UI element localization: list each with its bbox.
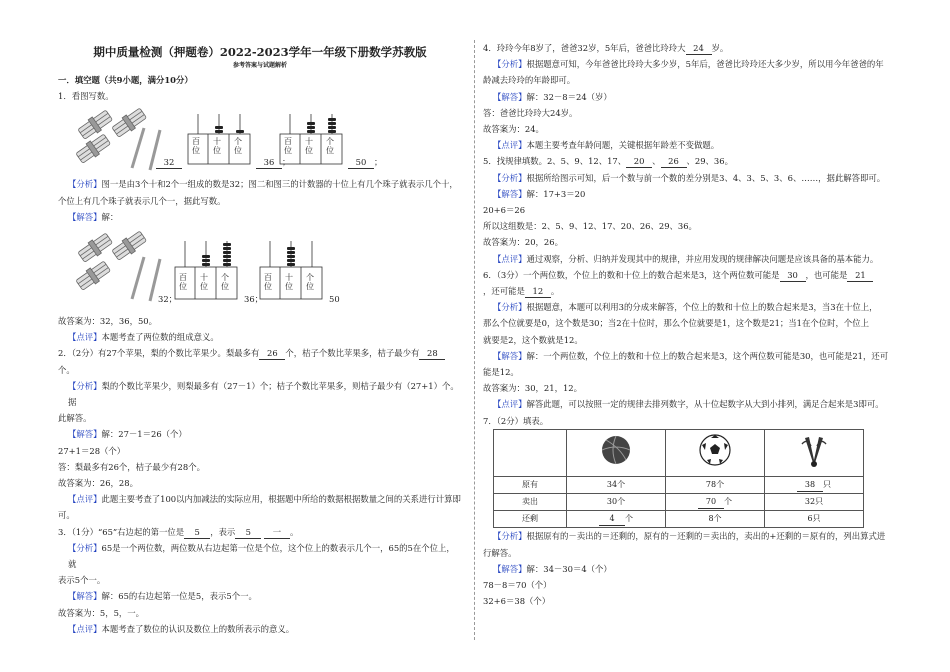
q6-fenxi-2: 那么个位就要是0，这个数是30；当2在十位时，那么个位就要是1，这个数是21；当1在个位时，个位上 (483, 318, 869, 329)
q7-table-basketball-cell (567, 429, 666, 476)
q5-dianping: 通过观察，分析、归纳并发现其中的规律，并应用发现的规律解决问题是应该具备的基本能力。 (526, 253, 879, 264)
q7-table-header-row (494, 429, 864, 476)
q2-fenxi-2: 此解答。 (58, 413, 92, 424)
q7-jieda-2: 78－8＝70（个） (483, 580, 552, 591)
abacus-1-label-hundreds: 百 位 (192, 137, 200, 156)
q6-stem: 6．（3分）一个两位数，个位上的数和十位上的数合起来是3，这个两位数可能是 30 ，也可能是 21 (483, 267, 893, 283)
q3-fenxi-2: 表示5个一。 (58, 575, 106, 586)
q3-blank-3: 一 (264, 526, 290, 539)
abacus-sol-1-label-hundreds: 百 位 (179, 273, 187, 292)
q2-fenxi-tag: 【分析】 (68, 380, 102, 391)
q7-table-row-remaining (494, 511, 864, 528)
q3-jieda: 解：65的右边起第一位是5，表示5个一。 (101, 591, 257, 602)
q1-dianping-tag: 【点评】 (68, 332, 102, 343)
abacus-2-label-hundreds: 百 位 (284, 137, 292, 156)
q5-jieda-2: 20+6＝26 (483, 205, 526, 216)
q6-answer: 故答案为：30，21，12。 (483, 383, 582, 394)
q4-fenxi-tag: 【分析】 (493, 59, 527, 70)
q3-fenxi-tag: 【分析】 (68, 542, 102, 553)
q1-jieda: 解： (101, 211, 119, 222)
section-heading: 一．填空题（共9小题，满分10分） (58, 75, 193, 85)
q6-blank-3: 12 (525, 285, 551, 298)
abacus-1-label-tens: 十 位 (213, 137, 221, 156)
q7-cell: 30个 (567, 494, 666, 511)
q6-blank-2: 21 (847, 269, 873, 282)
q7-table-row-original (494, 476, 864, 493)
q4-fenxi-1: 根据题意可知，今年爸爸比玲玲大多少岁，5年后，爸爸比玲玲还大多少岁，所以用今年爸爸的年 (526, 59, 884, 70)
q2-stem: 2．（2分）有27个苹果，梨的个数比苹果少。梨最多有 26 个，桔子个数比苹果多，桔子最少有 28个。 (58, 345, 462, 377)
q1-blank-1: 32 (156, 156, 182, 169)
q2-jieda-2: 27+1＝28（个） (58, 445, 126, 456)
q1-sol-label-1: 32； (158, 294, 178, 305)
q7-cell: 38 只 (765, 476, 864, 493)
q2-jieda-3: 答：梨最多有26个，桔子最少有28个。 (58, 461, 205, 472)
q1-solution-figure (58, 225, 462, 313)
q7-jieda-3: 32+6＝38（个） (483, 596, 551, 607)
q4-fenxi-2: 龄减去玲玲的年龄即可。 (483, 75, 576, 86)
q1-sol-label-3: 50 (329, 294, 340, 305)
page-title: 期中质量检测（押题卷）2022-2023学年一年级下册数学苏教版 (93, 45, 427, 59)
q7-jieda-1: 解：34－30＝4（个） (526, 563, 612, 574)
q7-row-label: 还剩 (494, 511, 567, 528)
q1-jieda-tag: 【解答】 (68, 211, 102, 222)
shuttlecock-icon (799, 432, 829, 468)
q7-cell: 32只 (765, 494, 864, 511)
q4-jieda-2: 答：爸爸比玲玲大24岁。 (483, 107, 578, 118)
q7-blank: 70 (698, 496, 724, 509)
q6-jieda-1: 解：一个两位数，个位上的数和十位上的数合起来是3，这个两位数可能是30，也可能是21，还可 (526, 350, 889, 361)
q5-jieda-3: 所以这组数是：2、5、9、12、17、20、26、29、36。 (483, 221, 697, 232)
q7-row-label: 卖出 (494, 494, 567, 511)
q7-fenxi-1: 根据原有的－卖出的＝还剩的，原有的－还剩的＝卖出的，卖出的+还剩的＝原有的，列出算式进 (526, 531, 886, 542)
q6-blank-1: 30 (780, 269, 806, 282)
q1-answer: 故答案为：32，36，50。 (58, 316, 157, 327)
q4-dianping: 本题主要考查年龄问题，关键根据年龄差不变做题。 (526, 140, 720, 151)
q7-blank: 38 (797, 479, 823, 492)
q4-dianping-tag: 【点评】 (493, 140, 527, 151)
q7-jieda-tag: 【解答】 (493, 563, 527, 574)
q4-answer: 故答案为：24。 (483, 124, 544, 135)
q7-fenxi-tag: 【分析】 (493, 531, 527, 542)
abacus-solution-2 (258, 237, 328, 303)
right-column (483, 40, 893, 610)
q7-cell: 34个 (567, 476, 666, 493)
q5-dianping-tag: 【点评】 (493, 253, 527, 264)
q6-jieda-2: 能是12。 (483, 367, 519, 378)
q2-blank-1: 26 (259, 347, 285, 360)
q1-blank-2: 36 (256, 156, 282, 169)
q6-dianping-tag: 【点评】 (493, 399, 527, 410)
q5-jieda-1: 解：17+3＝20 (526, 188, 586, 199)
q3-dianping-tag: 【点评】 (68, 623, 102, 634)
q3-jieda-tag: 【解答】 (68, 591, 102, 602)
abacus-sol-2-label-tens: 十 位 (285, 273, 293, 292)
left-column (58, 40, 462, 637)
q7-table-row-sold (494, 494, 864, 511)
q2-blank-2: 28 (419, 347, 445, 360)
abacus-1-label-ones: 个 位 (234, 137, 242, 156)
page-subtitle: 参考答案与试题解析 (232, 62, 287, 69)
q3-blank-2: 5 (235, 526, 261, 539)
q3-stem: 3．（1分）“65”右边起的第一位是 5 ，表示 5 一 。 (58, 526, 299, 537)
q7-cell: 6只 (765, 511, 864, 528)
q7-cell: 8个 (666, 511, 765, 528)
q7-table-corner (494, 429, 567, 476)
q3-blank-1: 5 (184, 526, 210, 539)
q7-stem: 7．（2分）填表。 (483, 415, 549, 426)
basketball-icon (600, 434, 632, 466)
q1-fenxi-2: 个位上有几个珠子就表示几个一，据此写数。 (58, 195, 226, 206)
q1-figure: 32 百 位 十 位 个 位 36 ； 百 位 十 位 个 位 50 ； (58, 104, 462, 176)
column-divider (474, 40, 475, 640)
q1-stem: 1．看图写数。 (58, 91, 114, 102)
q1-fenxi-tag: 【分析】 (68, 179, 102, 190)
abacus-2-label-ones: 个 位 (326, 137, 334, 156)
q5-fenxi: 根据所给图示可知，后一个数与前一个数的差分别是3、4、3、5、3、6、……，据此解答即可。 (526, 172, 886, 183)
q1-dianping: 本题考查了两位数的组成意义。 (101, 332, 219, 343)
q6-dianping: 解答此题，可以按照一定的规律去排列数字，从十位起数字从大到小排列，满足合起来是3即可。 (526, 399, 884, 410)
q4-stem: 4．玲玲今年8岁了，爸爸32岁，5年后，爸爸比玲玲大 24 岁。 (483, 43, 729, 53)
q3-fenxi-1: 65是一个两位数，两位数从右边起第一位是个位，这个位上的数表示几个一，65的5在个位上，就 (68, 542, 455, 570)
q2-fenxi-1: 梨的个数比苹果少，则梨最多有（27－1）个；桔子个数比苹果多，则桔子最少有（27+1）个。据 (68, 380, 459, 408)
q2-dianping-2: 可。 (58, 510, 75, 521)
q2-answer: 故答案为：26，28。 (58, 478, 138, 489)
q1-fenxi-1: 图一是由3个十和2个一组成的数是32；图二和图三的计数器的十位上有几个珠子就表示几个十， (101, 179, 458, 190)
abacus-sol-2-label-ones: 个 位 (306, 273, 314, 292)
q6-stem-2: ，还可能是 12 。 (483, 286, 560, 297)
q1-blank-3: 50 (348, 156, 374, 169)
q2-jieda-tag: 【解答】 (68, 429, 102, 440)
q3-answer: 故答案为：5，5，一。 (58, 607, 145, 618)
abacus-solution-1 (173, 237, 243, 303)
q5-answer: 故答案为：20，26。 (483, 237, 563, 248)
q6-fenxi-3: 就要是2，这个数就是12。 (483, 334, 583, 345)
q7-cell: 70 个 (666, 494, 765, 511)
q5-stem: 5．找规律填数。2、5、9、12、17、 20 、 26 、29、36。 (483, 156, 733, 167)
abacus-sol-1-label-ones: 个 位 (221, 273, 229, 292)
q7-blank: 4 (599, 513, 625, 526)
q4-jieda-1: 解：32－8＝24（岁） (526, 91, 612, 102)
q5-jieda-tag: 【解答】 (493, 188, 527, 199)
abacus-sol-2-label-hundreds: 百 位 (264, 273, 272, 292)
abacus-2-label-tens: 十 位 (305, 137, 313, 156)
q7-row-label: 原有 (494, 476, 567, 493)
q7-table (493, 429, 864, 529)
q4-jieda-tag: 【解答】 (493, 91, 527, 102)
q5-blank-2: 26 (661, 155, 687, 168)
q6-fenxi-1: 根据题意，本题可以利用3的分成来解答，个位上的数和十位上的数合起来是3，当3在十位上， (526, 302, 878, 313)
q4-blank-1: 24 (686, 42, 712, 55)
q1-sol-label-2: 36； (244, 294, 264, 305)
q2-dianping-1: 此题主要考查了100以内加减法的实际应用，根据题中所给的数据根据数量之间的关系进行计算即 (101, 494, 461, 505)
q7-fenxi-2: 行解答。 (483, 547, 517, 558)
q2-dianping-tag: 【点评】 (68, 494, 102, 505)
q7-table-shuttlecock-cell (765, 429, 864, 476)
q6-fenxi-tag: 【分析】 (493, 302, 527, 313)
q5-fenxi-tag: 【分析】 (493, 172, 527, 183)
q7-table-football-cell (666, 429, 765, 476)
q5-blank-1: 20 (626, 155, 652, 168)
q3-dianping: 本题考查了数位的认识及数位上的数所表示的意义。 (101, 623, 295, 634)
football-icon (698, 433, 732, 467)
q2-jieda-1: 解：27－1＝26（个） (101, 429, 187, 440)
abacus-sol-1-label-tens: 十 位 (200, 273, 208, 292)
q7-cell: 78个 (666, 476, 765, 493)
q6-jieda-tag: 【解答】 (493, 350, 527, 361)
q7-cell: 4 个 (567, 511, 666, 528)
